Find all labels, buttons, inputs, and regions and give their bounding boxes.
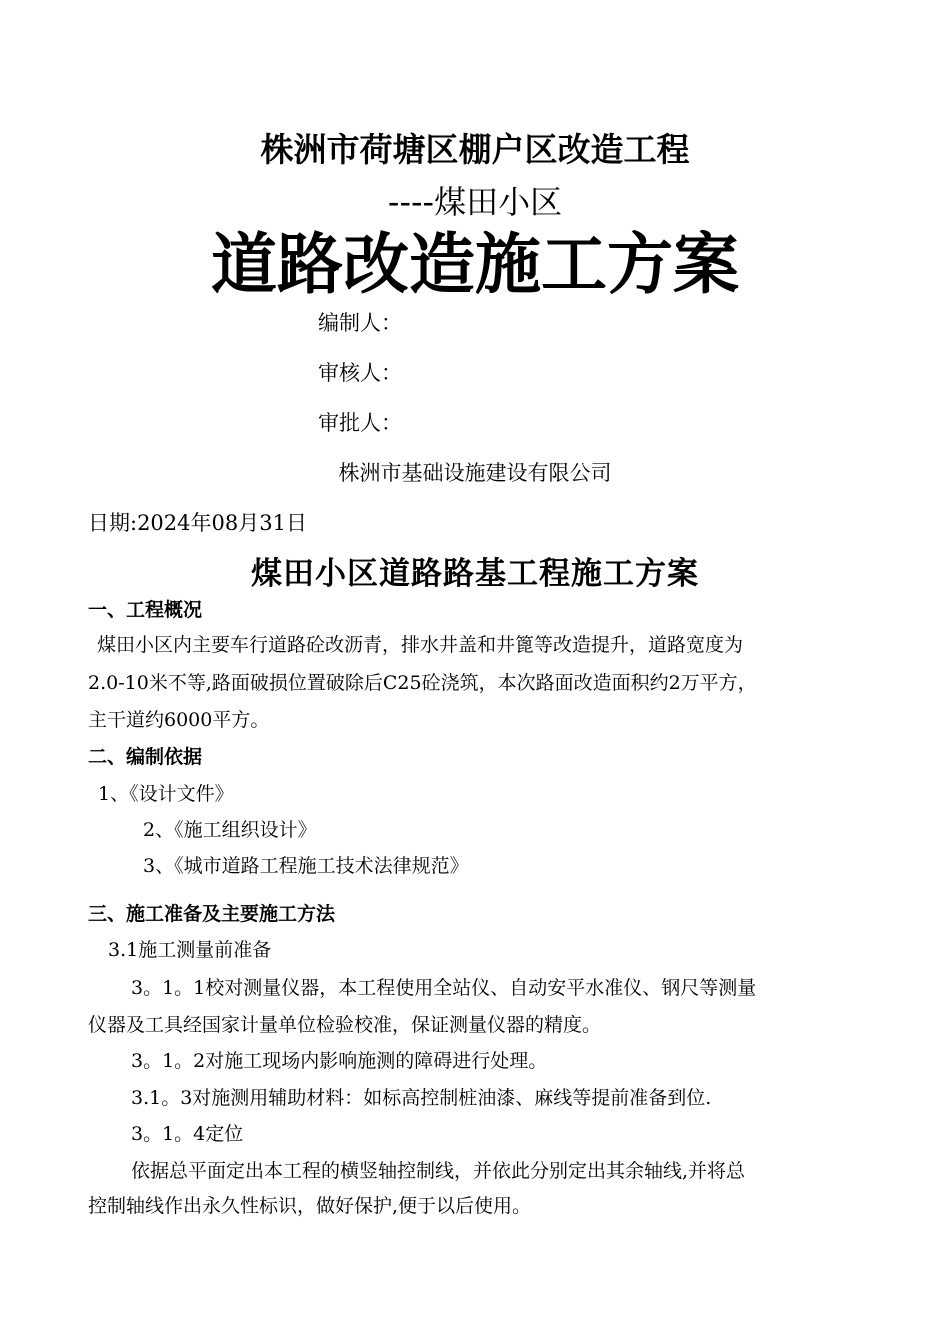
- section-heading-prep: 三、施工准备及主要施工方法: [88, 903, 336, 925]
- approver-label: 审批人：: [318, 411, 402, 435]
- reviewer-label: 审核人：: [318, 361, 402, 385]
- section-heading-overview: 一、工程概况: [88, 599, 203, 621]
- company-name: 株洲市基础设施建设有限公司: [338, 461, 612, 485]
- list-item: 2、《施工组织设计》: [143, 819, 317, 841]
- main-title: 道路改造施工方案: [211, 225, 739, 303]
- paragraph-line: 主干道约6000平方。: [88, 709, 270, 731]
- paragraph-line: 3。1。4定位: [131, 1123, 244, 1145]
- document-date: 日期:2024年08月31日: [88, 511, 307, 535]
- paragraph-line: 3.1。3对施测用辅助材料：如标高控制桩油漆、麻线等提前准备到位.: [131, 1087, 712, 1109]
- list-item: 1、《设计文件》: [98, 783, 234, 805]
- paragraph-line: 3。1。1校对测量仪器，本工程使用全站仪、自动安平水准仪、钢尺等测量: [131, 977, 757, 999]
- paragraph-line: 3。1。2对施工现场内影响施测的障碍进行处理。: [131, 1050, 548, 1072]
- paragraph-line: 仪器及工具经国家计量单位检验校准，保证测量仪器的精度。: [88, 1014, 602, 1036]
- section-heading-basis: 二、编制依据: [88, 746, 203, 768]
- paragraph-line: 依据总平面定出本工程的横竖轴控制线，并依此分别定出其余轴线,并将总: [131, 1160, 746, 1182]
- subsection-heading: 3.1施工测量前准备: [108, 939, 272, 961]
- cover-title-line2: ----煤田小区: [387, 183, 563, 221]
- document-title: 煤田小区道路路基工程施工方案: [251, 556, 699, 592]
- paragraph-line: 2.0-10米不等,路面破损位置破除后C25砼浇筑，本次路面改造面积约2万平方，: [88, 672, 757, 694]
- cover-title-line1: 株洲市荷塘区棚户区改造工程: [260, 130, 690, 169]
- list-item: 3、《城市道路工程施工技术法律规范》: [143, 855, 469, 877]
- paragraph-line: 控制轴线作出永久性标识，做好保护,便于以后使用。: [88, 1195, 532, 1217]
- paragraph-line: 煤田小区内主要车行道路砼改沥青，排水井盖和井篦等改造提升，道路宽度为: [97, 634, 744, 656]
- editor-label: 编制人：: [318, 311, 402, 335]
